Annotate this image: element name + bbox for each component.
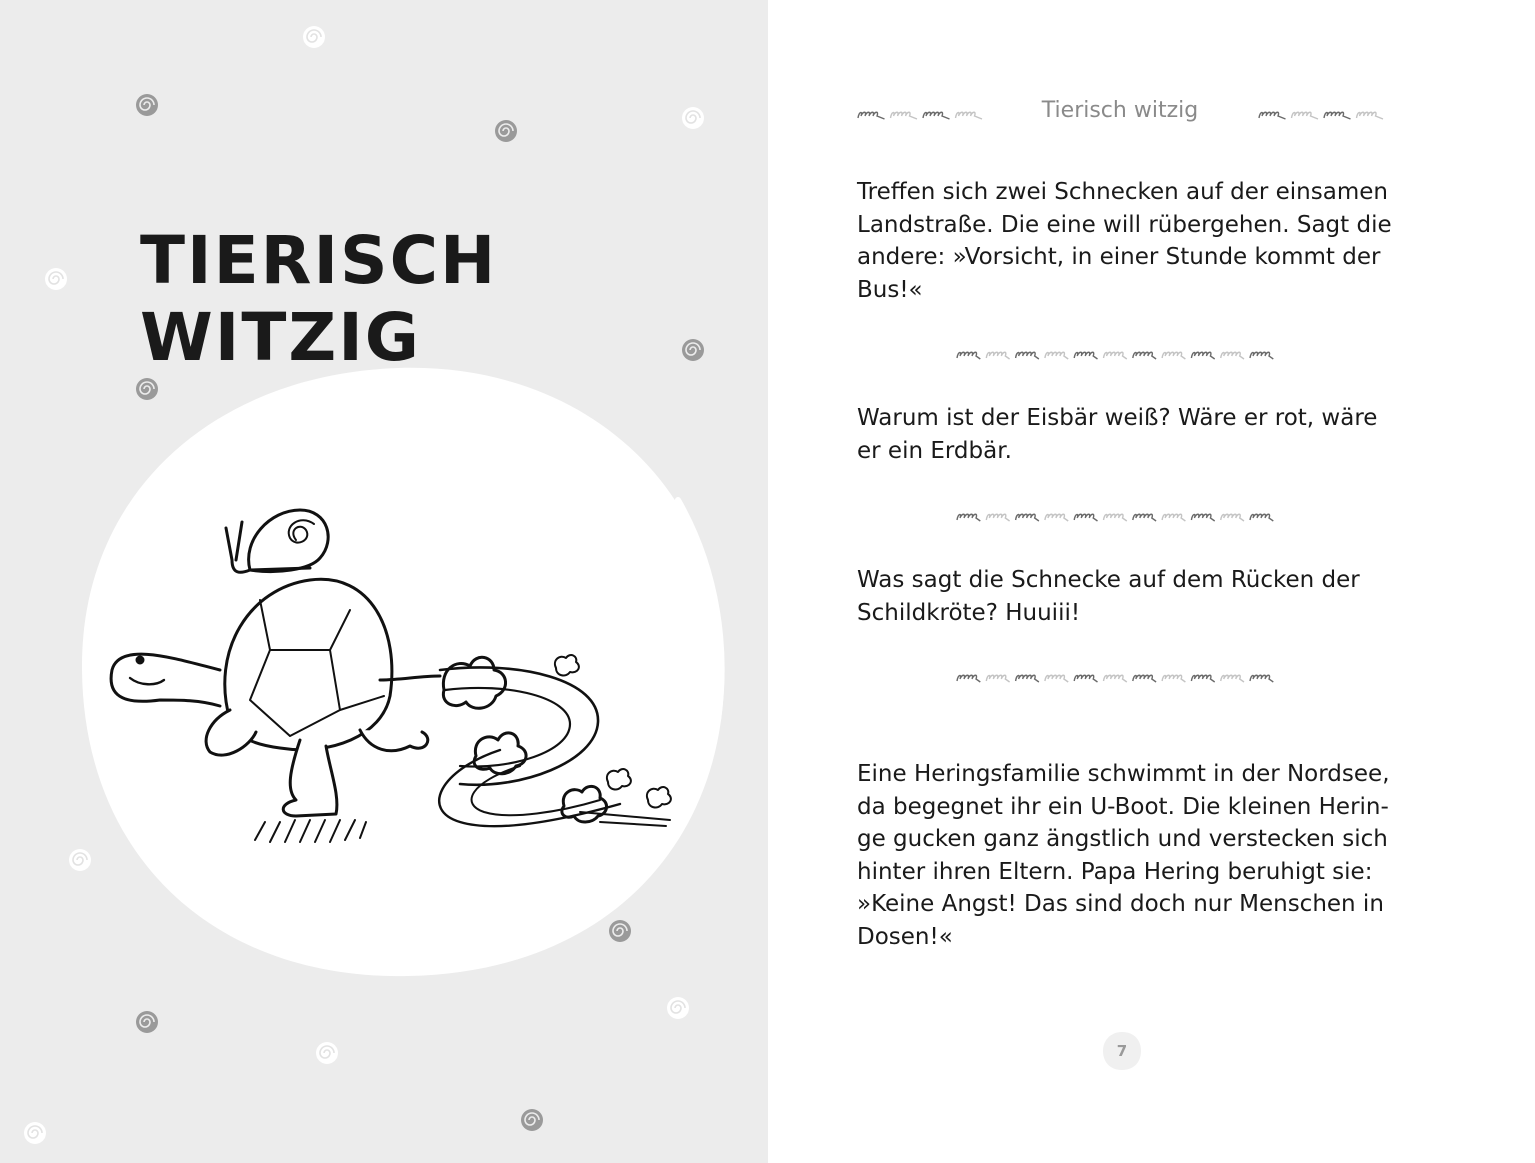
squiggle-ornament-icon <box>1133 675 1156 682</box>
squiggle-ornament-icon <box>986 514 1009 521</box>
squiggle-ornament-icon <box>1221 352 1244 359</box>
squiggle-ornament-icon <box>986 675 1009 682</box>
spiral-dot-icon <box>134 92 160 118</box>
joke-text: Treffen sich zwei Schnecken auf der einsamen Landstraße. Die eine will rübergehen. Sagt die andere: »Vorsicht, in einer Stunde kommt der Bus!« <box>857 179 1392 303</box>
spiral-dot-icon <box>519 1107 545 1133</box>
squiggle-ornament-icon <box>1292 112 1319 119</box>
squiggle-ornament-icon <box>1045 514 1068 521</box>
squiggle-ornament-icon <box>1104 352 1127 359</box>
squiggle-ornament-icon <box>957 675 980 682</box>
squiggle-ornament-icon <box>1162 352 1185 359</box>
squiggle-ornament-icon <box>1016 675 1039 682</box>
joke-text: Eine Heringsfamilie schwimmt in der Nordsee, da begegnet ihr ein U-Boot. Die kleinen Herin-ge gucken ganz ängstlich und verstecken sich hinter ihren Eltern. Papa Hering beruhigt sie: »Keine Angst! Das sind doch nur Menschen in Dosen!« <box>857 761 1390 950</box>
squiggle-ornament-icon <box>957 514 980 521</box>
joke-text: Was sagt die Schnecke auf dem Rücken der Schildkröte? Huuiii! <box>857 567 1360 626</box>
squiggle-ornament-icon <box>957 352 980 359</box>
squiggle-ornament-icon <box>1045 675 1068 682</box>
spiral-dot-icon <box>314 1040 340 1066</box>
spiral-dot-icon <box>134 1009 160 1035</box>
squiggle-ornament-icon <box>986 352 1009 359</box>
page-number-badge <box>1101 1030 1143 1072</box>
squiggle-ornament-icon <box>1357 112 1384 119</box>
squiggle-ornament-icon <box>956 112 983 119</box>
turtle-with-snail-illustration <box>100 500 690 860</box>
squiggle-ornament-icon <box>1191 352 1214 359</box>
separator-ornament <box>956 349 1278 361</box>
squiggle-ornament-icon <box>1016 352 1039 359</box>
squiggle-ornament-icon <box>1162 514 1185 521</box>
squiggle-ornament-icon <box>891 112 918 119</box>
separator-ornament <box>956 672 1278 684</box>
squiggle-ornament-icon <box>1074 675 1097 682</box>
squiggle-ornament-icon <box>1250 352 1273 359</box>
squiggle-ornament-icon <box>1162 675 1185 682</box>
separator-ornament <box>956 511 1278 523</box>
squiggle-ornament-icon <box>1016 514 1039 521</box>
squiggle-ornament-icon <box>1221 514 1244 521</box>
squiggle-ornament-icon <box>1324 112 1351 119</box>
squiggle-ornament-icon <box>1104 675 1127 682</box>
header-ornament-left <box>857 109 987 121</box>
page-number: 7 <box>1116 1042 1128 1060</box>
squiggle-ornament-icon <box>1045 352 1068 359</box>
squiggle-ornament-icon <box>1191 675 1214 682</box>
spiral-dot-icon <box>680 105 706 131</box>
spiral-dot-icon <box>22 1120 48 1146</box>
joke-text: Warum ist der Eisbär weiß? Wäre er rot, wäre er ein Erdbär. <box>857 405 1378 464</box>
squiggle-ornament-icon <box>1074 352 1097 359</box>
squiggle-ornament-icon <box>1221 675 1244 682</box>
spiral-dot-icon <box>665 995 691 1021</box>
squiggle-ornament-icon <box>1191 514 1214 521</box>
spiral-dot-icon <box>301 24 327 50</box>
squiggle-ornament-icon <box>923 112 950 119</box>
chapter-title: TIERISCH WITZIG <box>140 222 498 376</box>
spiral-dot-icon <box>493 118 519 144</box>
squiggle-ornament-icon <box>1133 514 1156 521</box>
squiggle-ornament-icon <box>1259 112 1286 119</box>
squiggle-ornament-icon <box>1250 675 1273 682</box>
spiral-dot-icon <box>43 266 69 292</box>
squiggle-ornament-icon <box>1133 352 1156 359</box>
squiggle-ornament-icon <box>1074 514 1097 521</box>
header-ornament-right <box>1258 109 1388 121</box>
squiggle-ornament-icon <box>1250 514 1273 521</box>
squiggle-ornament-icon <box>858 112 885 119</box>
squiggle-ornament-icon <box>1104 514 1127 521</box>
running-head: Tierisch witzig <box>1041 98 1199 123</box>
